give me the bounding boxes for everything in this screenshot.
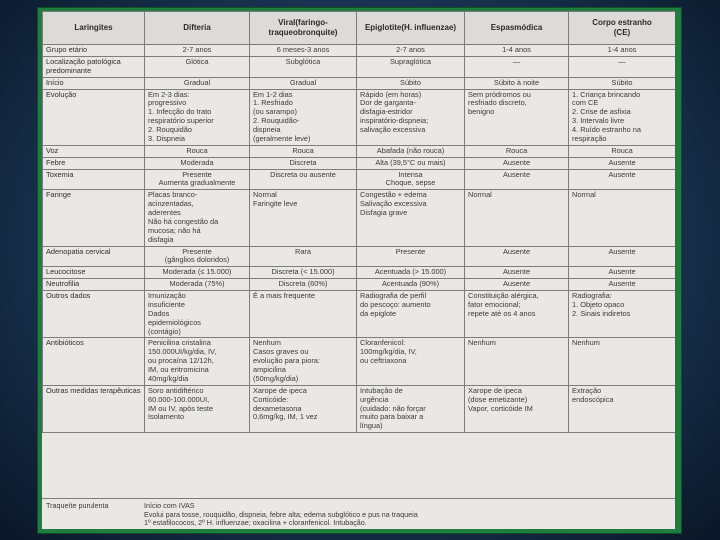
column-header-sub: (H. influenzae) [401, 23, 457, 33]
table-cell: Acentuada (> 15.000) [357, 267, 465, 279]
table-cell: Presente (gânglios doloridos) [145, 246, 250, 267]
table-cell: Ausente [465, 169, 569, 190]
table-cell: Rápido (em horas) Dor de garganta- disfagia-estridor inspiratório-dispneia; salivação excessiva [357, 89, 465, 145]
column-header-label: Difteria [183, 23, 211, 33]
row-label: Outros dados [43, 291, 145, 338]
table-cell: Sem pródromos ou resfriado discreto, benigno [465, 89, 569, 145]
table-cell: Imunização insuficiente Dados epidemiológicos (contágio) [145, 291, 250, 338]
table-row [43, 45, 676, 57]
row-label: Leucocitose [43, 267, 145, 279]
column-header-0 [43, 12, 145, 45]
table-row [43, 77, 676, 89]
table-cell: Normal [569, 190, 676, 246]
table-cell: Ausente [465, 267, 569, 279]
table-row [43, 89, 676, 145]
table-cell: Em 2-3 dias: progressivo 1. Infecção do trato respiratório superior 2. Rouquidão 3. Dispneia [145, 89, 250, 145]
table-cell: Soro antidiftérico 60.000-100.000UI, IM ou IV, após teste Isolamento [145, 385, 250, 432]
row-label: Faringe [43, 190, 145, 246]
footer-label: Traqueíte purulenta [46, 501, 109, 510]
table-cell: Abafada (não rouca) [357, 145, 465, 157]
table-cell: Constituição alérgica, fator emocional; repete até os 4 anos [465, 291, 569, 338]
column-header-5 [569, 12, 676, 45]
row-label: Outras medidas terapêuticas [43, 385, 145, 432]
table-cell: Ausente [465, 246, 569, 267]
table-cell: — [569, 56, 676, 77]
table-row [43, 157, 676, 169]
table-cell: Discreta [250, 157, 357, 169]
table-cell: Penicilina cristalina 150.000UI/kg/dia, IV, ou procaína 12/12h, IM, ou eritromicina 40mg/kg/dia [145, 338, 250, 385]
table-cell: Nenhum [569, 338, 676, 385]
table-cell: Gradual [250, 77, 357, 89]
row-label: Início [43, 77, 145, 89]
table-cell: Glótica [145, 56, 250, 77]
laryngitis-table [42, 11, 675, 433]
table-cell: Discreta (60%) [250, 279, 357, 291]
column-header-label: Epiglotite [364, 23, 402, 33]
footer-row [42, 498, 675, 529]
table-cell: 1-4 anos [465, 45, 569, 57]
table-cell: Moderada (≤ 15.000) [145, 267, 250, 279]
column-header-3 [357, 12, 465, 45]
table-row [43, 169, 676, 190]
table-row [43, 246, 676, 267]
row-label: Adenopatia cervical [43, 246, 145, 267]
table-cell: Ausente [569, 279, 676, 291]
table-cell: Subglótica [250, 56, 357, 77]
table-cell: Em 1-2 dias 1. Resfriado (ou sarampo) 2. Rouquidão- dispneia (geralmente leve) [250, 89, 357, 145]
table-cell: Ausente [465, 157, 569, 169]
table-cell: Rara [250, 246, 357, 267]
table-cell: Normal Faringite leve [250, 190, 357, 246]
table-cell: Ausente [465, 279, 569, 291]
table-cell: Ausente [569, 267, 676, 279]
column-header-label: Corpo estranho (CE) [592, 18, 652, 37]
table-cell: Ausente [569, 169, 676, 190]
table-cell: Radiografia de perfil do pescoço: aumento da epiglote [357, 291, 465, 338]
table-row [43, 291, 676, 338]
row-label: Antibióticos [43, 338, 145, 385]
table-body [43, 45, 676, 433]
table-cell: Supraglótica [357, 56, 465, 77]
table-cell: Intensa Choque, sepse [357, 169, 465, 190]
table-cell: — [465, 56, 569, 77]
table-cell: Discreta (< 15.000) [250, 267, 357, 279]
table-row [43, 145, 676, 157]
table-cell: 2-7 anos [145, 45, 250, 57]
table-cell: 1-4 anos [569, 45, 676, 57]
table-row [43, 56, 676, 77]
table-cell: Placas branco- acinzentadas, aderentes Não há congestão da mucosa; não há disfagia [145, 190, 250, 246]
row-label: Localização patológica predominante [43, 56, 145, 77]
row-label: Febre [43, 157, 145, 169]
table-cell: Rouca [569, 145, 676, 157]
table-cell: Presente Aumenta gradualmente [145, 169, 250, 190]
table-cell: Moderada (75%) [145, 279, 250, 291]
table-cell: Gradual [145, 77, 250, 89]
row-label: Neutrofilia [43, 279, 145, 291]
table-cell: Rouca [250, 145, 357, 157]
footer-text: Início com IVAS Evolui para tosse, rouquidão, dispneia, febre alta; edema subglótico e pus na traqueia 1º estafilococos, 2º H. influenzae; oxacilina + cloranfenicol. Intubação. [144, 501, 418, 528]
column-header-2 [250, 12, 357, 45]
table-cell: Xarope de ipeca (dose emetizante) Vapor, corticóide IM [465, 385, 569, 432]
row-label: Evolução [43, 89, 145, 145]
table-cell: É a mais frequente [250, 291, 357, 338]
table-cell: Discreta ou ausente [250, 169, 357, 190]
column-header-label: Laringites [74, 23, 113, 33]
column-header-1 [145, 12, 250, 45]
table-cell: Normal [465, 190, 569, 246]
table-row [43, 338, 676, 385]
row-label: Grupo etário [43, 45, 145, 57]
table-cell: Acentuada (90%) [357, 279, 465, 291]
row-label: Voz [43, 145, 145, 157]
header-row [43, 12, 676, 45]
table-cell: Extração endoscópica [569, 385, 676, 432]
table-cell: Súbito [569, 77, 676, 89]
table-row [43, 267, 676, 279]
table-row [43, 385, 676, 432]
table-cell: 2-7 anos [357, 45, 465, 57]
column-header-sub: (faringo- traqueobronquite) [268, 18, 338, 37]
table-cell: Presente [357, 246, 465, 267]
table-cell: Rouca [465, 145, 569, 157]
table-cell: Moderada [145, 157, 250, 169]
column-header-4 [465, 12, 569, 45]
row-label: Toxemia [43, 169, 145, 190]
table-cell: Nenhum Casos graves ou evolução para piora: ampicilina (50mg/kg/dia) [250, 338, 357, 385]
table-cell: Súbito [357, 77, 465, 89]
column-header-label: Espasmódica [490, 23, 543, 33]
table-cell: Radiografia: 1. Objeto opaco 2. Sinais indiretos [569, 291, 676, 338]
table-cell: Ausente [569, 157, 676, 169]
table-cell: 6 meses-3 anos [250, 45, 357, 57]
scanned-table-sheet [42, 11, 675, 529]
table-cell: Nenhum [465, 338, 569, 385]
table-cell: 1. Criança brincando com CE 2. Crise de asfixia 3. Intervalo livre 4. Ruído estranho na respiração [569, 89, 676, 145]
table-cell: Congestão + edema Salivação excessiva Disfagia grave [357, 190, 465, 246]
table-row [43, 279, 676, 291]
table-cell: Alta (39,5°C ou mais) [357, 157, 465, 169]
table-cell: Xarope de ipeca Corticóide: dexametasona 0,6mg/kg, IM, 1 vez [250, 385, 357, 432]
column-header-label: Viral [278, 18, 296, 28]
table-cell: Rouca [145, 145, 250, 157]
table-row [43, 190, 676, 246]
table-cell: Cloranfenicol: 100mg/kg/dia, IV, ou ceftriaxona [357, 338, 465, 385]
table-cell: Intubação de urgência (cuidado: não forçar muito para baixar a língua) [357, 385, 465, 432]
table-cell: Súbito à noite [465, 77, 569, 89]
table-cell: Ausente [569, 246, 676, 267]
